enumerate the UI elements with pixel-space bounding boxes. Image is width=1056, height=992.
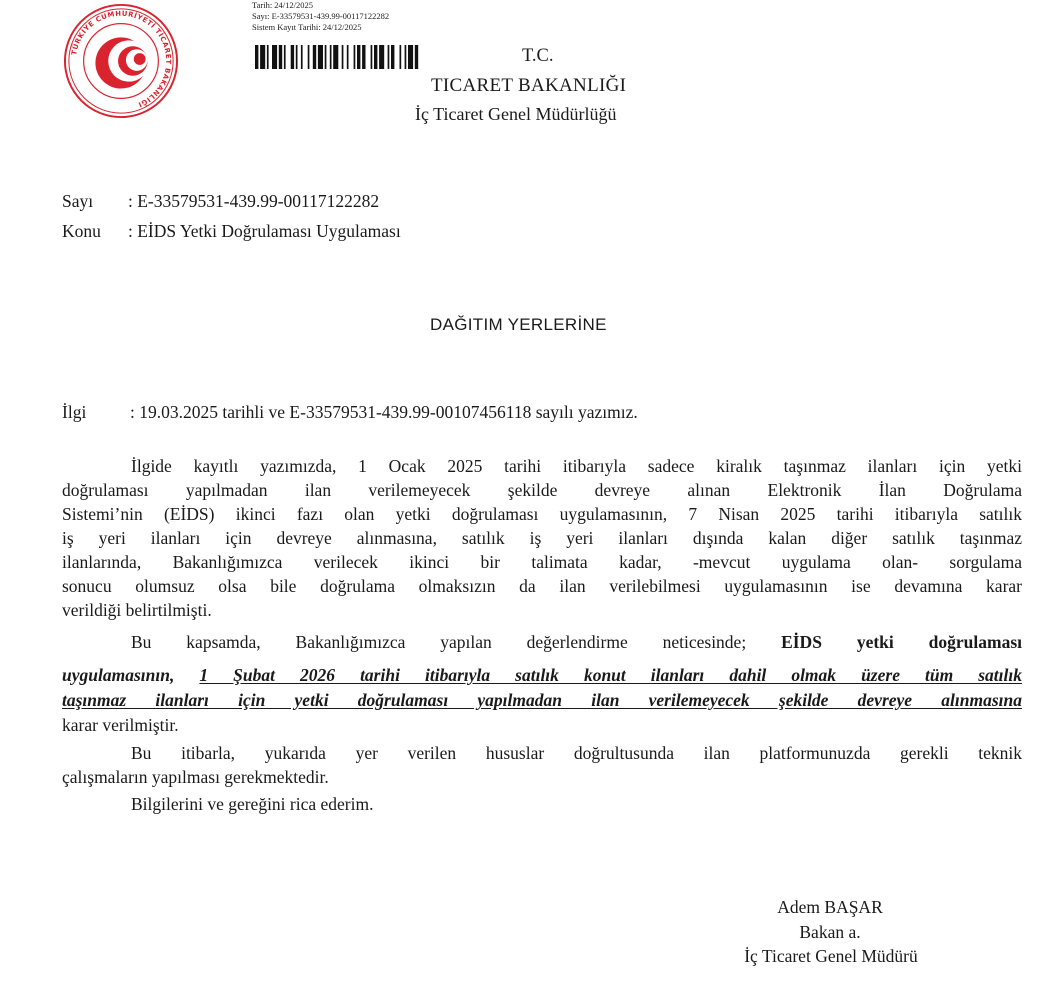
barcode-bar bbox=[391, 45, 394, 69]
barcode-bar bbox=[255, 45, 258, 69]
paragraph-3-line: Bu itibarla, yukarıda yer verilen hususlar doğrultusunda ilan platformunuzda gerekli teknik bbox=[131, 743, 1022, 763]
barcode-bar bbox=[318, 45, 323, 69]
paragraph-1-line: Sistemi’nin (EİDS) ikinci fazı olan yetki doğrulaması uygulamasının, 7 Nisan 2025 tarihi itibarıyla satılık bbox=[62, 504, 1022, 524]
signature-on-behalf: Bakan a. bbox=[799, 922, 861, 942]
header-ministry: TICARET BAKANLIĞI bbox=[431, 75, 627, 96]
paragraph-2-bold: EİDS yetki doğrulaması bbox=[781, 632, 1022, 652]
paragraph-1-line: İlgide kayıtlı yazımızda, 1 Ocak 2025 tarihi itibarıyla sadece kiralık taşınmaz ilanları için yetki bbox=[131, 456, 1022, 476]
paragraph-1-line: iş yeri ilanları için devreye alınmasına, satılık iş yeri ilanları dışında kalan diğer satılık taşınmaz bbox=[62, 528, 1022, 548]
number-value: : E-33579531-439.99-00117122282 bbox=[128, 191, 380, 211]
barcode-bar bbox=[301, 45, 303, 69]
barcode-bar bbox=[362, 45, 365, 69]
stamp-system-date: Sistem Kayıt Tarihi: 24/12/2025 bbox=[252, 22, 362, 32]
barcode-bar bbox=[405, 45, 407, 69]
paragraph-2-emph-underlined: 1 Şubat 2026 tarihi itibarıyla satılık konut ilanları dahil olmak üzere tüm satılık bbox=[199, 665, 1023, 685]
signature-name: Adem BAŞAR bbox=[777, 897, 883, 917]
paragraph-3-line: çalışmaların yapılması gerekmektedir. bbox=[62, 767, 329, 787]
barcode-bar bbox=[342, 45, 344, 69]
paragraph-1-line: doğrulaması yapılmadan ilan verilemeyecek şekilde devreye alınan Elektronik İlan Doğrulama bbox=[62, 480, 1022, 500]
barcode-bar bbox=[330, 45, 332, 69]
barcode-bar bbox=[347, 45, 349, 69]
paragraph-2-emph-underlined: taşınmaz ilanları için yetki doğrulaması yapılmadan ilan verilemeyecek şekilde devreye alınmasına bbox=[62, 690, 1022, 710]
barcode-bar bbox=[325, 45, 327, 69]
barcode-bar bbox=[260, 45, 265, 69]
reference-value: : 19.03.2025 tarihli ve E-33579531-439.99-00107456118 sayılı yazımız. bbox=[130, 402, 638, 422]
paragraph-4: Bilgilerini ve gereğini rica ederim. bbox=[131, 794, 374, 814]
barcode-bar bbox=[408, 45, 413, 69]
paragraph-2-line: karar verilmiştir. bbox=[62, 715, 179, 735]
barcode-bar bbox=[357, 45, 360, 69]
barcode-bar bbox=[267, 45, 269, 69]
ministry-seal-logo bbox=[62, 2, 180, 120]
barcode-bar bbox=[308, 45, 310, 69]
signature-title: İç Ticaret Genel Müdürü bbox=[744, 946, 918, 966]
stamp-date: Tarih: 24/12/2025 bbox=[252, 0, 314, 10]
barcode-bar bbox=[374, 45, 377, 69]
paragraph-1-line: verildiği belirtilmişti. bbox=[62, 600, 212, 620]
subject-value: : EİDS Yetki Doğrulaması Uygulaması bbox=[128, 221, 401, 241]
reference-label: İlgi bbox=[62, 402, 87, 422]
stamp-number: Sayı: E-33579531-439.99-00117122282 bbox=[252, 11, 390, 21]
document-barcode bbox=[255, 45, 510, 69]
paragraph-2-line bbox=[131, 631, 1022, 654]
barcode-bar bbox=[296, 45, 298, 69]
barcode-bar bbox=[379, 45, 384, 69]
barcode-bar bbox=[354, 45, 356, 69]
barcode-bar bbox=[400, 45, 402, 69]
barcode-bar bbox=[415, 45, 418, 69]
barcode-bar bbox=[291, 45, 294, 69]
barcode-bar bbox=[388, 45, 390, 69]
paragraph-2-emph: uygulamasının, bbox=[62, 665, 175, 685]
barcode-bar bbox=[333, 45, 338, 69]
barcode-bar bbox=[313, 45, 316, 69]
header-country: T.C. bbox=[522, 46, 554, 66]
paragraph-2-line bbox=[62, 689, 1022, 712]
paragraph-1-line: sonucu olumsuz olsa bile doğrulama olmaksızın da ilan verilebilmesi uygulamasının ise devamına karar bbox=[62, 576, 1022, 596]
subject-label: Konu bbox=[62, 221, 101, 241]
number-label: Sayı bbox=[62, 191, 94, 211]
barcode-bar bbox=[272, 45, 277, 69]
header-directorate: İç Ticaret Genel Müdürlüğü bbox=[415, 104, 617, 124]
paragraph-2-intro: Bu kapsamda, Bakanlığımızca yapılan değerlendirme neticesinde; bbox=[131, 632, 747, 652]
paragraph-1-line: ilanlarında, Bakanlığımızca verilecek ikinci bir talimata kadar, -mevcut uygulama olan- sorgulama bbox=[62, 552, 1022, 572]
barcode-bar bbox=[371, 45, 373, 69]
crescent-star-seal-icon bbox=[95, 37, 149, 88]
recipient-heading: DAĞITIM YERLERİNE bbox=[430, 315, 607, 334]
seal-text: TÜRKİYE CUMHURİYETİ TİCARET BAKANLIĞI bbox=[70, 9, 173, 109]
barcode-bar bbox=[284, 45, 286, 69]
paragraph-2-line bbox=[62, 664, 1022, 687]
barcode-bar bbox=[279, 45, 282, 69]
